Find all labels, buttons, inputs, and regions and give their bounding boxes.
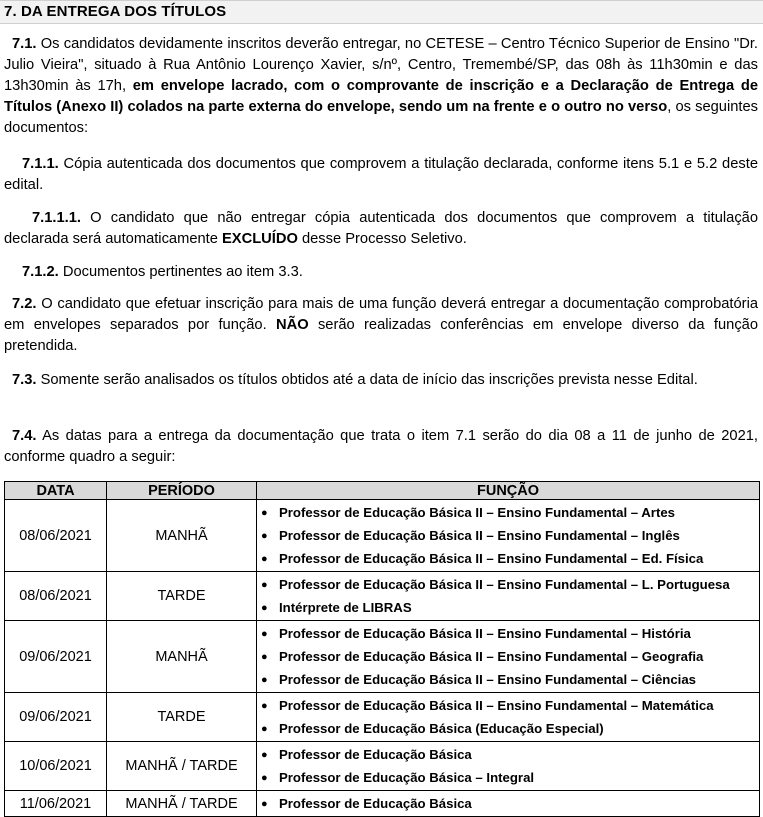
function-list	[257, 500, 759, 571]
item-number: 7.2.	[12, 296, 37, 312]
list-item	[261, 645, 759, 668]
function-list	[257, 572, 759, 620]
paragraph-bold-text: em envelope lacrado, com o comprovante de inscrição e a Declaração de Entrega de Títulos (Anexo II) colados na parte externa do envelope, sendo um na frente e o outro no verso	[4, 78, 758, 115]
column-header-function: FUNÇÃO	[257, 482, 760, 500]
list-item	[261, 717, 759, 740]
function-name: Professor de Educação Básica	[279, 747, 472, 762]
list-item	[261, 792, 759, 815]
item-number: 7.1.1.	[22, 156, 59, 172]
paragraph-7-1-2	[4, 262, 758, 283]
table-row	[5, 742, 760, 791]
item-number: 7.3.	[12, 372, 37, 388]
bullet-icon: ●	[261, 579, 268, 591]
list-item	[261, 524, 759, 547]
paragraph-text: Documentos pertinentes ao item 3.3.	[58, 264, 303, 280]
function-name: Professor de Educação Básica (Educação Especial)	[279, 721, 604, 736]
item-number: 7.1.	[12, 36, 37, 52]
paragraph-text: O candidato que efetuar inscrição para mais de uma função deverá entregar a documentação comprobatória em envelopes separados por função.	[4, 296, 758, 333]
list-item	[261, 743, 759, 766]
bullet-icon: ●	[261, 723, 268, 735]
paragraph-text: Cópia autenticada dos documentos que comprovem a titulação declarada, conforme itens 5.1 e 5.2 deste edital.	[4, 156, 758, 193]
item-number: 7.4.	[12, 428, 37, 444]
function-name: Intérprete de LIBRAS	[279, 600, 412, 615]
section-title: 7. DA ENTREGA DOS TÍTULOS	[4, 3, 227, 20]
schedule-table	[4, 481, 760, 817]
table-row	[5, 572, 760, 621]
period-cell: TARDE	[107, 693, 257, 742]
function-list	[257, 693, 759, 741]
function-name: Professor de Educação Básica II – Ensino Fundamental – L. Portuguesa	[279, 577, 730, 592]
date-cell: 10/06/2021	[5, 742, 107, 791]
bullet-icon: ●	[261, 602, 268, 614]
bullet-icon: ●	[261, 700, 268, 712]
function-name: Professor de Educação Básica II – Ensino Fundamental – Matemática	[279, 698, 714, 713]
bullet-icon: ●	[261, 553, 268, 565]
paragraph-text: As datas para a entrega da documentação que trata o item 7.1 serão do dia 08 a 11 de junho de 2021, conforme quadro a seguir:	[4, 428, 758, 465]
function-list	[257, 621, 759, 692]
list-item	[261, 766, 759, 789]
date-cell: 08/06/2021	[5, 572, 107, 621]
paragraph-text: serão realizadas conferências em envelope diverso da função pretendida.	[4, 317, 759, 354]
paragraph-7-1	[4, 34, 758, 139]
table-header-row	[5, 482, 760, 500]
list-item	[261, 622, 759, 645]
date-cell: 09/06/2021	[5, 693, 107, 742]
bullet-icon: ●	[261, 674, 268, 686]
paragraph-text: , os seguintes documentos:	[4, 99, 758, 136]
paragraph-7-4	[4, 426, 758, 468]
period-cell: MANHÃ / TARDE	[107, 791, 257, 817]
period-cell: MANHÃ / TARDE	[107, 742, 257, 791]
function-name: Professor de Educação Básica – Integral	[279, 770, 535, 785]
date-cell: 08/06/2021	[5, 500, 107, 572]
paragraph-7-3	[4, 370, 758, 391]
function-cell	[257, 791, 760, 817]
bullet-icon: ●	[261, 507, 268, 519]
bullet-icon: ●	[261, 530, 268, 542]
function-cell	[257, 621, 760, 693]
function-name: Professor de Educação Básica II – Ensino Fundamental – Ciências	[279, 672, 697, 687]
item-number: 7.1.2.	[22, 264, 59, 280]
table-row	[5, 621, 760, 693]
column-header-period: PERÍODO	[107, 482, 257, 500]
list-item	[261, 694, 759, 717]
function-name: Professor de Educação Básica II – Ensino Fundamental – Inglês	[279, 528, 680, 543]
period-cell: MANHÃ	[107, 621, 257, 693]
section-title-bar	[0, 0, 763, 24]
period-cell: TARDE	[107, 572, 257, 621]
period-cell: MANHÃ	[107, 500, 257, 572]
column-header-date: DATA	[5, 482, 107, 500]
paragraph-text: Os candidatos devidamente inscritos deverão entregar, no CETESE – Centro Técnico Superior de Ensino "Dr. Julio Vieira", situado à Rua Antônio Lourenço Xavier, s/nº, Centro, Tremembé/SP, das 08h às 11h30min e das 13h30min às 17h,	[4, 36, 758, 94]
table-row	[5, 693, 760, 742]
paragraph-7-1-1-1	[4, 208, 758, 250]
paragraph-text: Somente serão analisados os títulos obtidos até a data de início das inscrições prevista nesse Edital.	[36, 372, 698, 388]
bullet-icon: ●	[261, 651, 268, 663]
function-name: Professor de Educação Básica II – Ensino Fundamental – História	[279, 626, 691, 641]
paragraph-bold-text: NÃO	[276, 317, 309, 333]
list-item	[261, 501, 759, 524]
list-item	[261, 573, 759, 596]
bullet-icon: ●	[261, 798, 268, 810]
paragraph-bold-text: EXCLUÍDO	[222, 231, 298, 247]
function-name: Professor de Educação Básica	[279, 796, 472, 811]
bullet-icon: ●	[261, 749, 268, 761]
item-number: 7.1.1.1.	[32, 210, 81, 226]
paragraph-text: desse Processo Seletivo.	[297, 231, 467, 247]
list-item	[261, 547, 759, 570]
date-cell: 11/06/2021	[5, 791, 107, 817]
bullet-icon: ●	[261, 628, 268, 640]
paragraph-7-2	[4, 294, 758, 357]
function-list	[257, 742, 759, 790]
function-cell	[257, 572, 760, 621]
paragraph-7-1-1	[4, 154, 758, 196]
table-row	[5, 791, 760, 817]
list-item	[261, 596, 759, 619]
paragraph-text: O candidato que não entregar cópia autenticada dos documentos que comprovem a titulação declarada será automaticamente	[4, 210, 758, 247]
function-cell	[257, 693, 760, 742]
date-cell: 09/06/2021	[5, 621, 107, 693]
function-cell	[257, 742, 760, 791]
bullet-icon: ●	[261, 772, 268, 784]
function-name: Professor de Educação Básica II – Ensino Fundamental – Artes	[279, 505, 675, 520]
table-row	[5, 500, 760, 572]
function-cell	[257, 500, 760, 572]
list-item	[261, 668, 759, 691]
function-name: Professor de Educação Básica II – Ensino Fundamental – Geografia	[279, 649, 704, 664]
function-list	[257, 791, 759, 816]
function-name: Professor de Educação Básica II – Ensino Fundamental – Ed. Física	[279, 551, 704, 566]
